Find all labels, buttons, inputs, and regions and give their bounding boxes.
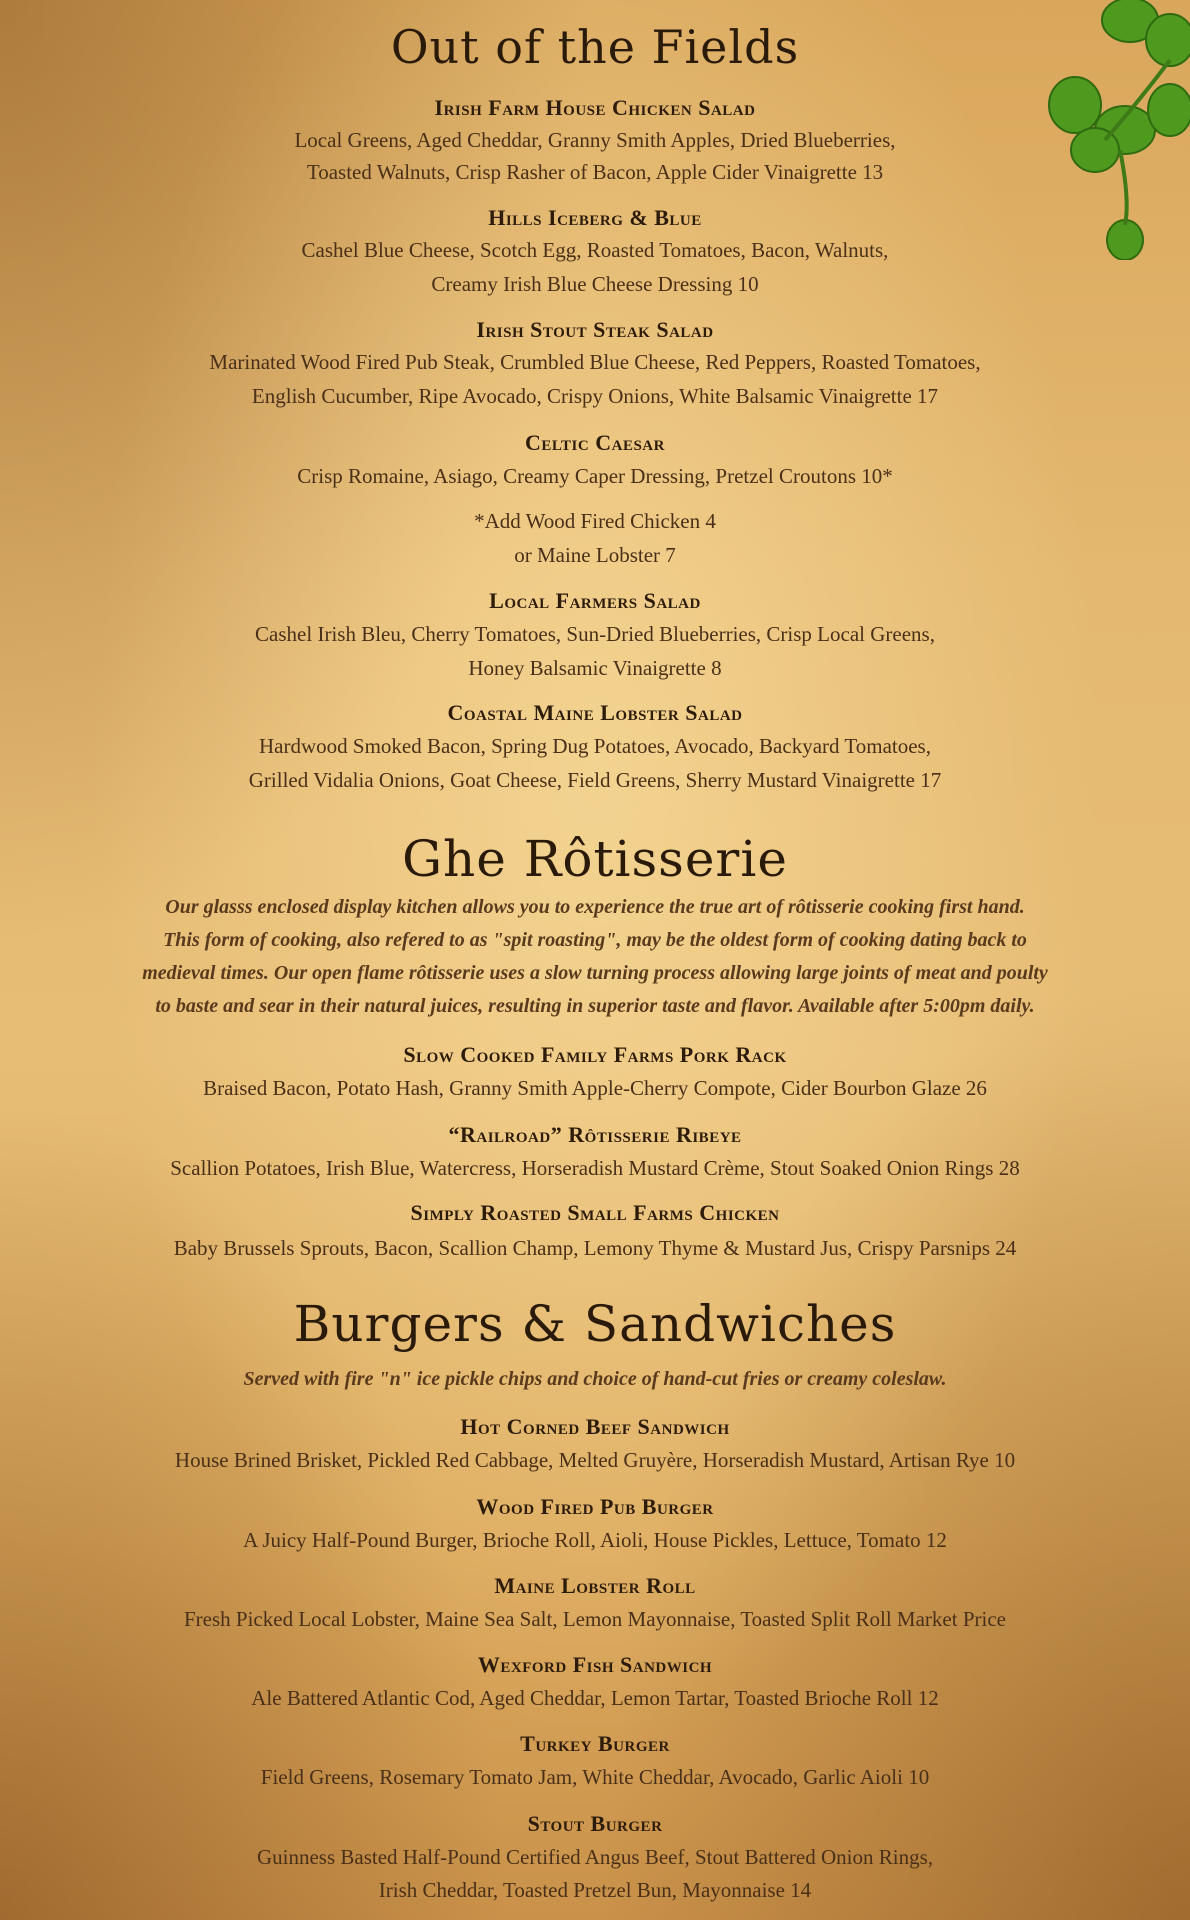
menu-item-desc: Crisp Romaine, Asiago, Creamy Caper Dressing, Pretzel Croutons 10* xyxy=(297,464,893,488)
addon-note: *Add Wood Fired Chicken 4 xyxy=(474,509,716,533)
menu-item-desc: Guinness Basted Half-Pound Certified Angus Beef, Stout Battered Onion Rings, xyxy=(256,1845,933,1869)
menu-item-name: Wood Fired Pub Burger xyxy=(476,1494,714,1519)
menu-item-desc: Hardwood Smoked Bacon, Spring Dug Potatoes, Avocado, Backyard Tomatoes, xyxy=(259,734,931,758)
menu-item-name: Hills Iceberg & Blue xyxy=(488,205,702,230)
menu-item-desc: English Cucumber, Ripe Avocado, Crispy Onions, White Balsamic Vinaigrette 17 xyxy=(251,384,939,408)
menu-item-name: Turkey Burger xyxy=(520,1731,670,1756)
section-intro: to baste and sear in their natural juices, resulting in superior taste and flavor. Available after 5:00pm daily. xyxy=(155,995,1035,1017)
menu-item-desc: Field Greens, Rosemary Tomato Jam, White Cheddar, Avocado, Garlic Aioli 10 xyxy=(260,1765,930,1789)
menu-item-name: “Railroad” Rôtisserie Ribeye xyxy=(448,1122,742,1147)
menu-item-desc: Braised Bacon, Potato Hash, Granny Smith Apple-Cherry Compote, Cider Bourbon Glaze 26 xyxy=(203,1076,987,1100)
menu-item-desc: Cashel Blue Cheese, Scotch Egg, Roasted Tomatoes, Bacon, Walnuts, xyxy=(301,238,889,262)
menu-item-name: Simply Roasted Small Farms Chicken xyxy=(410,1200,780,1225)
section-title-rotisserie: Ghe Rôtisserie xyxy=(402,830,788,888)
menu-item-desc: Ale Battered Atlantic Cod, Aged Cheddar, Lemon Tartar, Toasted Brioche Roll 12 xyxy=(251,1686,939,1710)
menu-item-desc: Toasted Walnuts, Crisp Rasher of Bacon, Apple Cider Vinaigrette 13 xyxy=(306,160,884,184)
section-intro: medieval times. Our open flame rôtisserie uses a slow turning process allowing large joints of meat and poulty xyxy=(142,962,1048,984)
menu-item-name: Wexford Fish Sandwich xyxy=(477,1652,713,1677)
menu-item-desc: Baby Brussels Sprouts, Bacon, Scallion Champ, Lemony Thyme & Mustard Jus, Crispy Parsnips 24 xyxy=(173,1236,1017,1260)
menu-item-name: Stout Burger xyxy=(527,1811,663,1836)
menu-item-desc: Fresh Picked Local Lobster, Maine Sea Salt, Lemon Mayonnaise, Toasted Split Roll Market Price xyxy=(184,1607,1006,1631)
section-title-burgers: Burgers & Sandwiches xyxy=(293,1295,897,1353)
menu-item-desc: Marinated Wood Fired Pub Steak, Crumbled Blue Cheese, Red Peppers, Roasted Tomatoes, xyxy=(209,350,981,374)
menu-item-desc: Honey Balsamic Vinaigrette 8 xyxy=(468,656,722,680)
menu-item-desc: Grilled Vidalia Onions, Goat Cheese, Field Greens, Sherry Mustard Vinaigrette 17 xyxy=(248,768,942,792)
menu-item-name: Maine Lobster Roll xyxy=(494,1573,696,1598)
menu-item-desc: Scallion Potatoes, Irish Blue, Watercress, Horseradish Mustard Crème, Stout Soaked Onion Rings 28 xyxy=(170,1156,1020,1180)
section-intro: This form of cooking, also refered to as "spit roasting", may be the oldest form of cooking dating back to xyxy=(163,929,1027,951)
menu-item-name: Slow Cooked Family Farms Pork Rack xyxy=(403,1042,787,1067)
menu-item-name: Irish Stout Steak Salad xyxy=(476,317,714,342)
section-title-fields: Out of the Fields xyxy=(390,20,800,74)
menu-item-desc: House Brined Brisket, Pickled Red Cabbage, Melted Gruyère, Horseradish Mustard, Artisan Rye 10 xyxy=(174,1448,1016,1472)
addon-note: or Maine Lobster 7 xyxy=(514,543,676,567)
menu-item-name: Irish Farm House Chicken Salad xyxy=(434,95,756,120)
section-intro: Our glasss enclosed display kitchen allows you to experience the true art of rôtisserie cooking first hand. xyxy=(165,896,1025,918)
menu-item-name: Celtic Caesar xyxy=(525,430,665,455)
menu-item-name: Hot Corned Beef Sandwich xyxy=(460,1414,730,1439)
menu-item-desc: A Juicy Half-Pound Burger, Brioche Roll, Aioli, House Pickles, Lettuce, Tomato 12 xyxy=(243,1528,947,1552)
menu-item-name: Local Farmers Salad xyxy=(489,588,701,613)
menu-item-desc: Local Greens, Aged Cheddar, Granny Smith Apples, Dried Blueberries, xyxy=(294,128,896,152)
menu-item-desc: Creamy Irish Blue Cheese Dressing 10 xyxy=(431,272,759,296)
menu-item-desc: Cashel Irish Bleu, Cherry Tomatoes, Sun-Dried Blueberries, Crisp Local Greens, xyxy=(255,622,935,646)
menu-item-name: Coastal Maine Lobster Salad xyxy=(447,700,743,725)
section-intro: Served with fire "n" ice pickle chips and choice of hand-cut fries or creamy coleslaw. xyxy=(243,1368,947,1390)
menu-item-desc: Irish Cheddar, Toasted Pretzel Bun, Mayonnaise 14 xyxy=(378,1878,812,1902)
